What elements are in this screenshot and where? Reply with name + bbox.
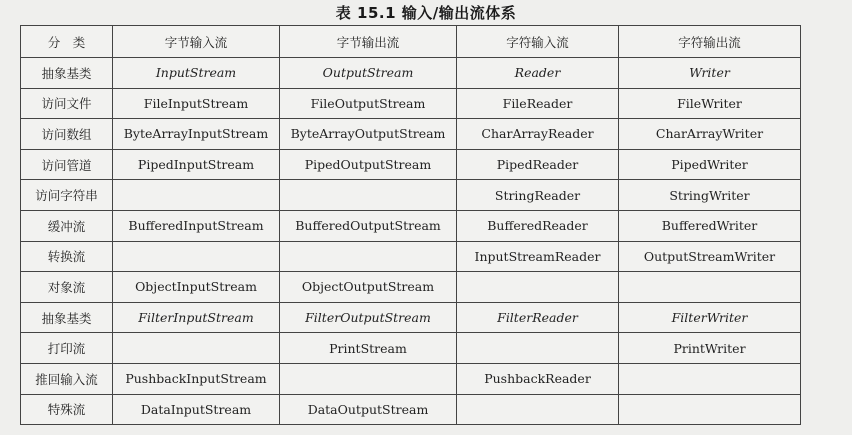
table-row <box>21 149 801 180</box>
char-output-cell: FileWriter <box>619 88 801 119</box>
byte-output-cell: OutputStream <box>280 58 457 89</box>
row-category: 特殊流 <box>21 394 113 425</box>
byte-output-cell <box>280 180 457 211</box>
byte-output-cell: BufferedOutputStream <box>280 210 457 241</box>
byte-input-cell: InputStream <box>113 58 280 89</box>
char-output-cell: CharArrayWriter <box>619 119 801 150</box>
byte-input-cell: DataInputStream <box>113 394 280 425</box>
char-output-cell: PrintWriter <box>619 333 801 364</box>
row-category: 访问数组 <box>21 119 113 150</box>
char-input-cell: PipedReader <box>457 149 619 180</box>
char-output-cell: StringWriter <box>619 180 801 211</box>
table-caption: 表 15.1 输入/输出流体系 <box>335 4 517 22</box>
io-stream-table <box>20 25 801 425</box>
char-input-cell: PushbackReader <box>457 363 619 394</box>
byte-output-cell <box>280 363 457 394</box>
byte-input-cell: ObjectInputStream <box>113 272 280 303</box>
byte-output-cell: FileOutputStream <box>280 88 457 119</box>
char-input-cell: FilterReader <box>457 302 619 333</box>
table-row <box>21 210 801 241</box>
byte-input-cell <box>113 241 280 272</box>
char-input-cell: StringReader <box>457 180 619 211</box>
table-row <box>21 272 801 303</box>
char-input-cell <box>457 394 619 425</box>
char-output-cell <box>619 363 801 394</box>
char-output-cell <box>619 394 801 425</box>
row-category: 缓冲流 <box>21 210 113 241</box>
table-row <box>21 363 801 394</box>
char-input-cell <box>457 272 619 303</box>
row-category: 转换流 <box>21 241 113 272</box>
byte-output-cell: FilterOutputStream <box>280 302 457 333</box>
row-category: 对象流 <box>21 272 113 303</box>
header-row <box>21 26 801 58</box>
char-input-cell: Reader <box>457 58 619 89</box>
byte-input-cell <box>113 180 280 211</box>
row-category: 推回输入流 <box>21 363 113 394</box>
byte-input-cell: ByteArrayInputStream <box>113 119 280 150</box>
char-input-cell: FileReader <box>457 88 619 119</box>
byte-output-cell: ByteArrayOutputStream <box>280 119 457 150</box>
table-row <box>21 241 801 272</box>
row-category: 访问管道 <box>21 149 113 180</box>
byte-input-cell: FilterInputStream <box>113 302 280 333</box>
header-char-input: 字符输入流 <box>457 26 619 58</box>
table-row <box>21 394 801 425</box>
byte-input-cell <box>113 333 280 364</box>
char-output-cell: FilterWriter <box>619 302 801 333</box>
byte-output-cell <box>280 241 457 272</box>
row-category: 抽象基类 <box>21 58 113 89</box>
char-output-cell: OutputStreamWriter <box>619 241 801 272</box>
table-row <box>21 333 801 364</box>
table-row <box>21 180 801 211</box>
row-category: 抽象基类 <box>21 302 113 333</box>
row-category: 打印流 <box>21 333 113 364</box>
byte-output-cell: DataOutputStream <box>280 394 457 425</box>
char-input-cell: BufferedReader <box>457 210 619 241</box>
header-category: 分 类 <box>21 26 113 58</box>
byte-input-cell: PushbackInputStream <box>113 363 280 394</box>
header-byte-output: 字节输出流 <box>280 26 457 58</box>
byte-input-cell: BufferedInputStream <box>113 210 280 241</box>
byte-input-cell: PipedInputStream <box>113 149 280 180</box>
header-char-output: 字符输出流 <box>619 26 801 58</box>
row-category: 访问文件 <box>21 88 113 119</box>
byte-output-cell: PrintStream <box>280 333 457 364</box>
row-category: 访问字符串 <box>21 180 113 211</box>
table-row <box>21 119 801 150</box>
table-row <box>21 88 801 119</box>
byte-input-cell: FileInputStream <box>113 88 280 119</box>
char-input-cell: InputStreamReader <box>457 241 619 272</box>
char-output-cell: BufferedWriter <box>619 210 801 241</box>
byte-output-cell: ObjectOutputStream <box>280 272 457 303</box>
char-output-cell: Writer <box>619 58 801 89</box>
byte-output-cell: PipedOutputStream <box>280 149 457 180</box>
header-byte-input: 字节输入流 <box>113 26 280 58</box>
table-row <box>21 58 801 89</box>
char-input-cell <box>457 333 619 364</box>
char-output-cell <box>619 272 801 303</box>
char-input-cell: CharArrayReader <box>457 119 619 150</box>
table-row <box>21 302 801 333</box>
char-output-cell: PipedWriter <box>619 149 801 180</box>
